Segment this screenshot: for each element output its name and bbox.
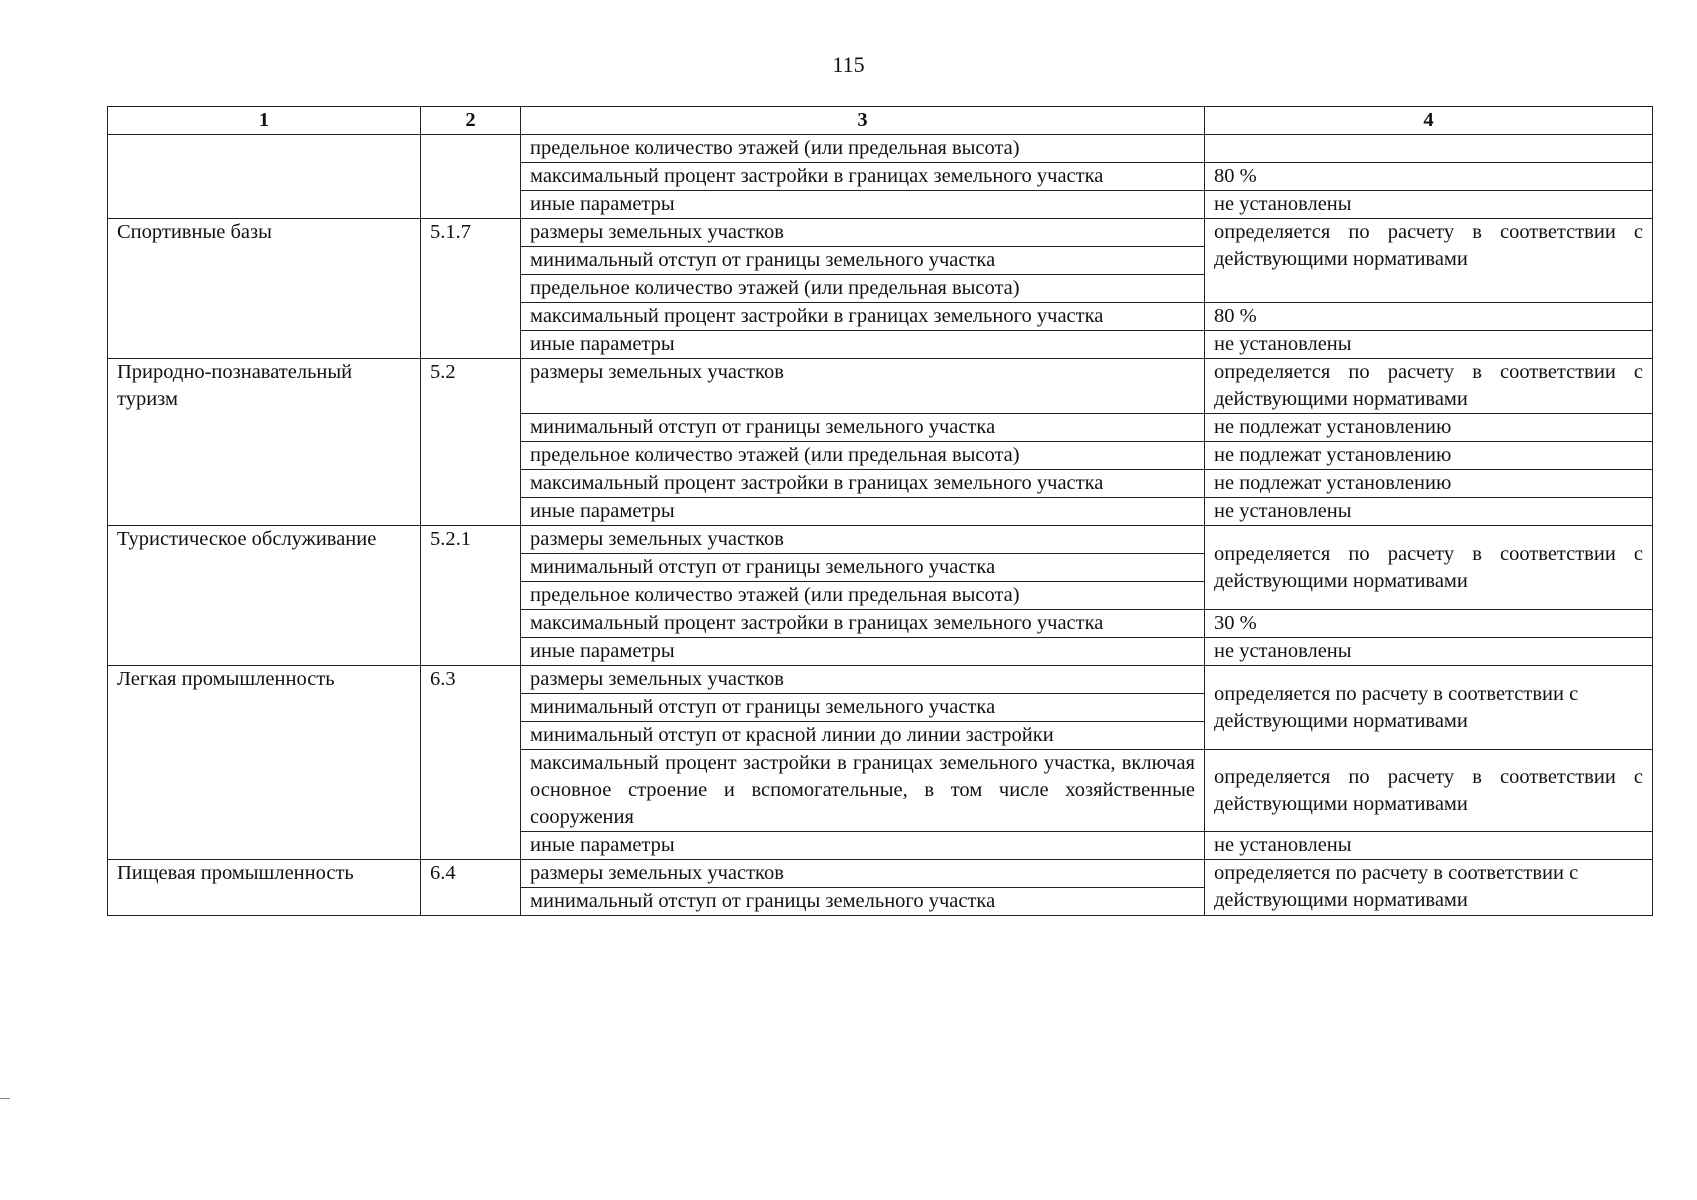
param-cell: предельное количество этажей (или предельная высота) [521,442,1205,470]
param-cell: максимальный процент застройки в границах земельного участка [521,610,1205,638]
use-name-cell: Спортивные базы [108,219,421,359]
value-cell: 80 % [1205,163,1653,191]
param-cell: размеры земельных участков [521,219,1205,247]
use-name-cell: Легкая промышленность [108,666,421,860]
param-cell: предельное количество этажей (или предельная высота) [521,135,1205,163]
param-cell: максимальный процент застройки в границах земельного участка [521,303,1205,331]
table-row [108,219,1653,247]
param-cell: размеры земельных участков [521,526,1205,554]
value-cell: 30 % [1205,610,1653,638]
param-cell: минимальный отступ от границы земельного участка [521,888,1205,916]
table-header-row [108,107,1653,135]
value-cell: не установлены [1205,498,1653,526]
param-cell: иные параметры [521,638,1205,666]
use-name-cell: Пищевая промышленность [108,860,421,916]
header-cell: 3 [521,107,1205,135]
value-cell: не установлены [1205,191,1653,219]
table-row [108,359,1653,414]
header-cell: 1 [108,107,421,135]
value-cell: не подлежат установлению [1205,442,1653,470]
param-cell: иные параметры [521,191,1205,219]
param-cell: минимальный отступ от границы земельного участка [521,554,1205,582]
param-cell: максимальный процент застройки в границах земельного участка [521,470,1205,498]
value-cell: определяется по расчету в соответствии с действующими нормативами [1205,860,1653,916]
table-row [108,135,1653,163]
header-cell: 4 [1205,107,1653,135]
param-cell: размеры земельных участков [521,359,1205,414]
value-cell: не установлены [1205,638,1653,666]
param-cell: максимальный процент застройки в границах земельного участка [521,163,1205,191]
param-cell: размеры земельных участков [521,666,1205,694]
value-cell: не установлены [1205,832,1653,860]
use-code-cell [421,135,521,219]
use-code-cell: 5.1.7 [421,219,521,359]
value-cell: определяется по расчету в соответствии с действующими нормативами [1205,219,1653,303]
header-cell: 2 [421,107,521,135]
value-cell: определяется по расчету в соответствии с действующими нормативами [1205,750,1653,832]
table-row [108,860,1653,888]
value-cell: не установлены [1205,331,1653,359]
table-row [108,526,1653,554]
param-cell: минимальный отступ от границы земельного участка [521,414,1205,442]
use-code-cell: 6.4 [421,860,521,916]
param-cell: минимальный отступ от границы земельного участка [521,247,1205,275]
margin-mark [0,1098,10,1099]
value-cell: 80 % [1205,303,1653,331]
use-code-cell: 5.2 [421,359,521,526]
value-cell [1205,135,1653,163]
use-name-cell: Природно-познавательный туризм [108,359,421,526]
param-cell: размеры земельных участков [521,860,1205,888]
value-cell: не подлежат установлению [1205,470,1653,498]
value-cell: определяется по расчету в соответствии с действующими нормативами [1205,359,1653,414]
use-name-cell [108,135,421,219]
param-cell: минимальный отступ от красной линии до линии застройки [521,722,1205,750]
param-cell: предельное количество этажей (или предельная высота) [521,582,1205,610]
use-name-cell: Туристическое обслуживание [108,526,421,666]
value-cell: определяется по расчету в соответствии с действующими нормативами [1205,526,1653,610]
value-cell: не подлежат установлению [1205,414,1653,442]
param-cell: максимальный процент застройки в границах земельного участка, включая основное строение и вспомогательные, в том числе хозяйственные сооружения [521,750,1205,832]
param-cell: предельное количество этажей (или предельная высота) [521,275,1205,303]
use-code-cell: 5.2.1 [421,526,521,666]
value-cell: определяется по расчету в соответствии с действующими нормативами [1205,666,1653,750]
page-number: 115 [832,52,865,77]
param-cell: иные параметры [521,832,1205,860]
table-row [108,666,1653,694]
use-code-cell: 6.3 [421,666,521,860]
param-cell: иные параметры [521,331,1205,359]
param-cell: минимальный отступ от границы земельного участка [521,694,1205,722]
regulations-table [107,106,1653,916]
param-cell: иные параметры [521,498,1205,526]
